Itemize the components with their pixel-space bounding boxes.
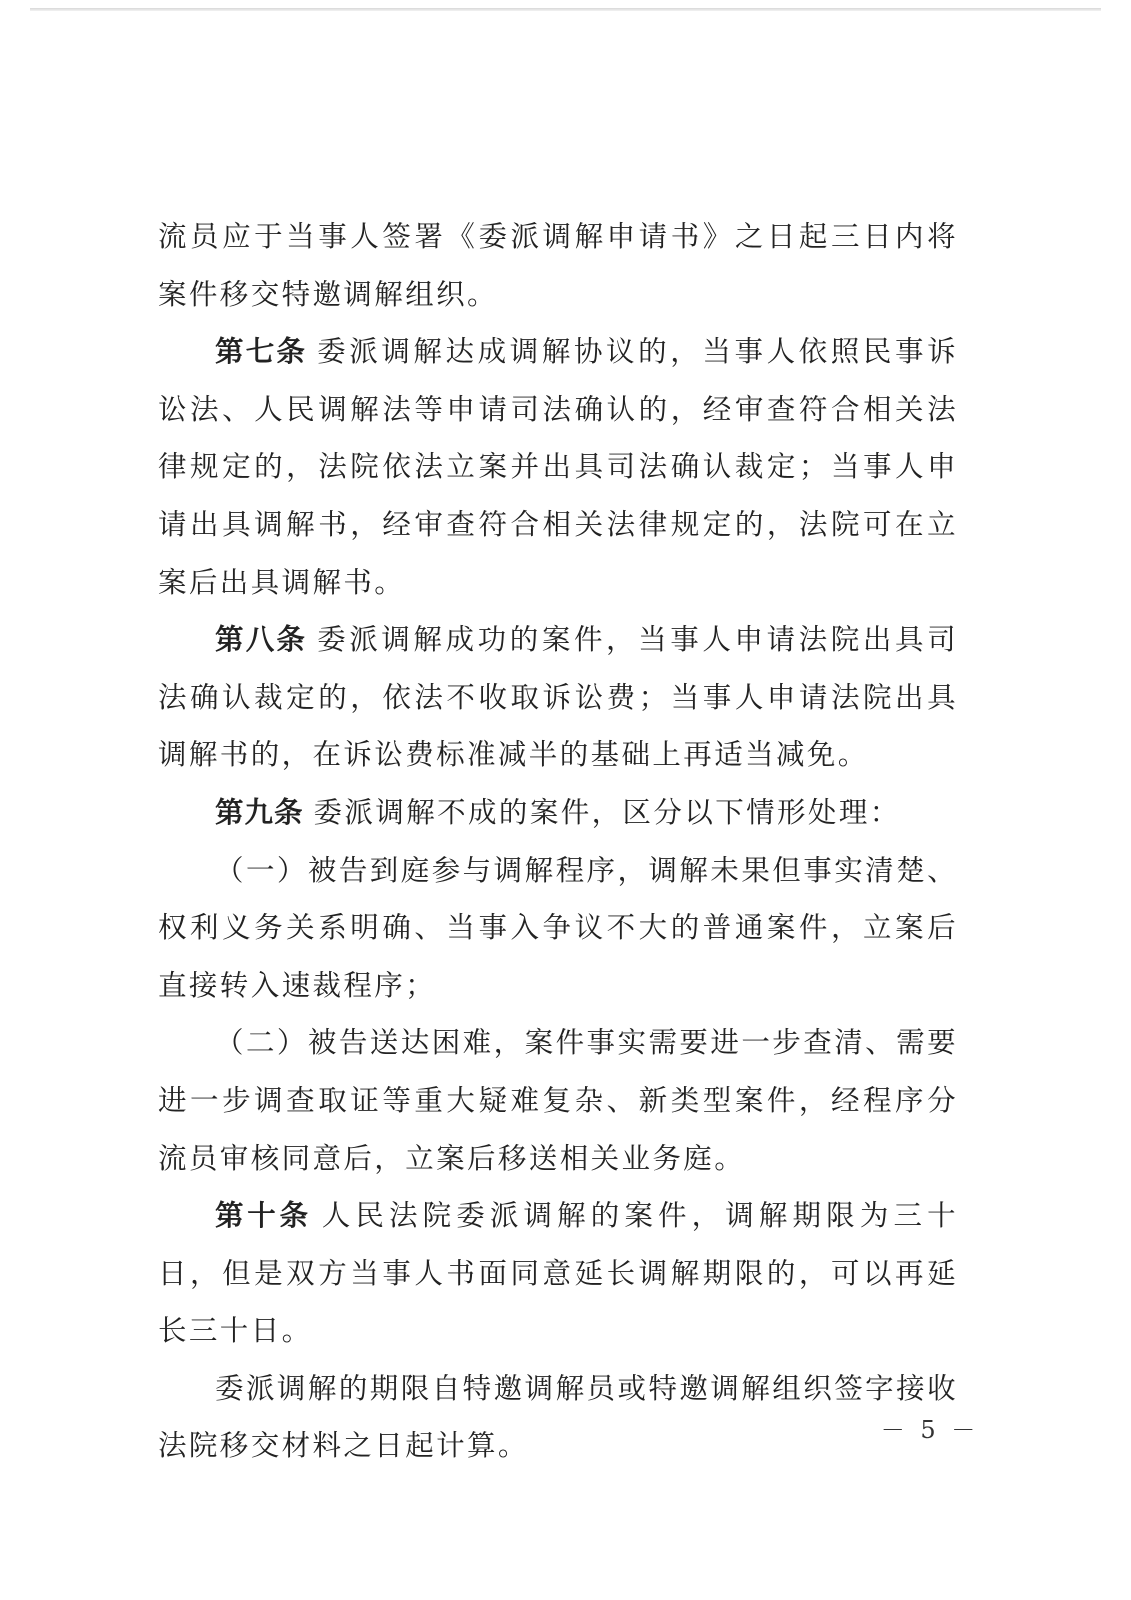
paragraph-text: 人民法院委派调解的案件，调解期限为三十日，但是双方当事人书面同意延长调解期限的，可以再延长三十日。 — [158, 1199, 958, 1348]
paragraph-text: （一）被告到庭参与调解程序，调解未果但事实清楚、权利义务关系明确、当事入争议不大的普通案件，立案后直接转入速裁程序； — [158, 853, 958, 1002]
article-heading: 第七条 — [215, 334, 308, 369]
paragraph-text: 委派调解不成的案件，区分以下情形处理： — [313, 795, 901, 829]
article-heading: 第八条 — [215, 622, 308, 657]
page-number: － 5 － — [880, 1416, 980, 1444]
paragraph-text: 委派调解成功的案件，当事人申请法院出具司法确认裁定的，依法不收取诉讼费；当事人申请法院出具调解书的，在诉讼费标准减半的基础上再适当减免。 — [158, 623, 958, 772]
paragraph-item-1 — [158, 842, 958, 1015]
paragraph-article-8 — [158, 611, 958, 784]
paragraph-item-2 — [158, 1014, 958, 1187]
paragraph-continuation — [158, 208, 958, 323]
paragraph-text: 流员应于当事人签署《委派调解申请书》之日起三日内将案件移交特邀调解组织。 — [158, 220, 958, 311]
paragraph-text: 委派调解达成调解协议的，当事人依照民事诉讼法、人民调解法等申请司法确认的，经审查符合相关法律规定的，法院依法立案并出具司法确认裁定；当事人申请出具调解书，经审查符合相关法律规定的，法院可在立案后出具调解书。 — [158, 335, 958, 599]
paragraph-article-9 — [158, 784, 958, 842]
article-heading: 第九条 — [215, 794, 304, 829]
document-body — [158, 208, 958, 1475]
paragraph-article-7 — [158, 323, 958, 611]
paragraph-text: 委派调解的期限自特邀调解员或特邀调解组织签字接收法院移交材料之日起计算。 — [158, 1371, 958, 1463]
paragraph-text: （二）被告送达困难，案件事实需要进一步查清、需要进一步调查取证等重大疑难复杂、新类型案件，经程序分流员审核同意后，立案后移送相关业务庭。 — [158, 1026, 958, 1175]
scan-top-edge — [30, 8, 1101, 11]
article-heading: 第十条 — [215, 1198, 312, 1233]
paragraph-mediation-period — [158, 1360, 958, 1475]
paragraph-article-10 — [158, 1187, 958, 1360]
